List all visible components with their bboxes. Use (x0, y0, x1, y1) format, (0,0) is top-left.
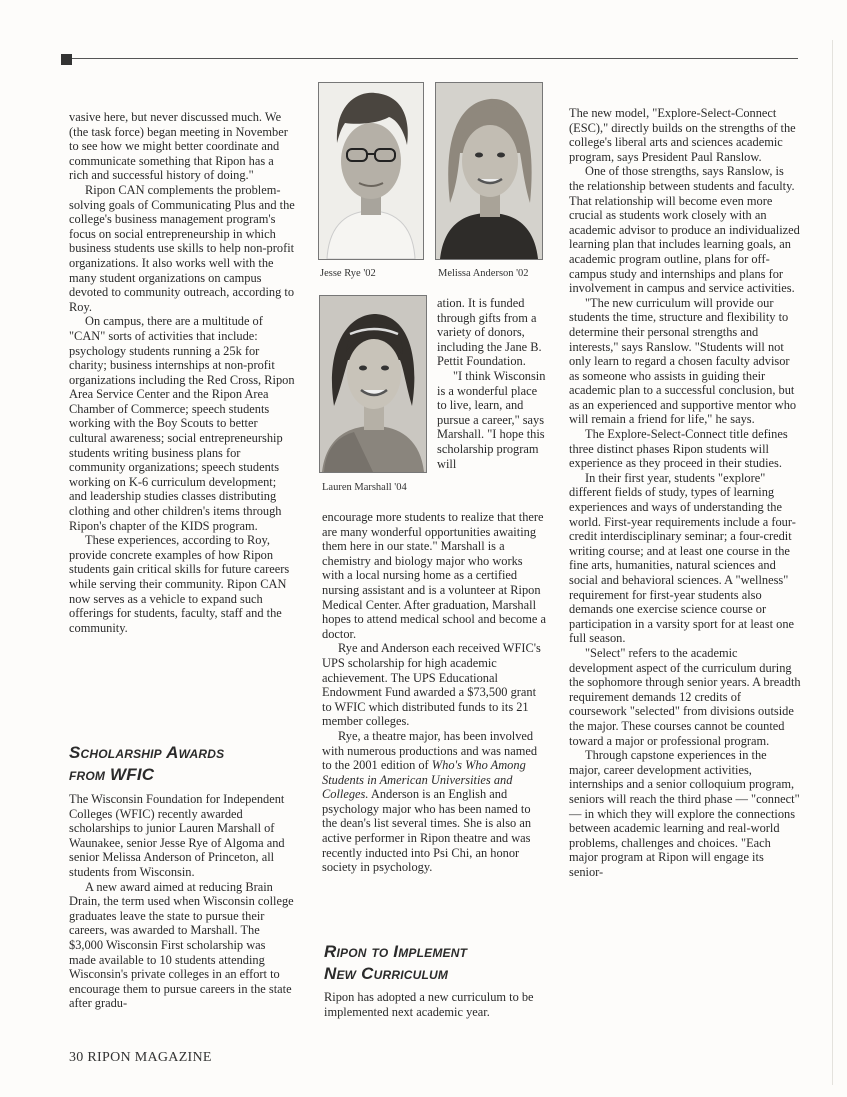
scholarship-body (69, 792, 295, 1011)
scholarship-paragraph: The Wisconsin Foundation for Independent Colleges (WFIC) recently awarded scholarships to junior Lauren Marshall of Waunakee, senior Jesse Rye of Algoma and senior Melissa Anderson of Princeton, all students from Wisconsin. (69, 792, 285, 879)
col1-paragraph: Ripon CAN complements the problem-solving goals of Communicating Plus and the college's business management program's focus on social entrepreneurship in which business students use skills to help non-profit organizations. It also works well with the many student organizations on campus devoted to community outreach, according to Roy. (69, 182, 295, 314)
curriculum-heading-line: New Curriculum (324, 964, 449, 983)
column-1 (69, 110, 295, 635)
col1-paragraph: vasive here, but never discussed much. We (the task force) began meeting in November to see how we might better coordinate and communicate something that Ripon has a rich and successful history of doing." (69, 110, 288, 183)
column-3 (569, 106, 801, 879)
scholarship-heading-line: from WFIC (69, 765, 155, 784)
photo-caption: Jesse Rye '02 (320, 268, 376, 279)
column-2-wrap-text (437, 296, 547, 471)
magazine-title: RIPON MAGAZINE (87, 1050, 212, 1065)
curriculum-heading (324, 941, 549, 985)
page-number: 30 (69, 1050, 84, 1065)
page-folio (69, 1050, 212, 1066)
photo-jesse-rye (318, 82, 424, 260)
column-2 (322, 510, 546, 875)
scholarship-heading-line: Scholarship Awards (69, 743, 225, 762)
header-rule-line (72, 58, 798, 59)
col3-paragraph: Through capstone experiences in the major, career development activities, internships and a senior colloquium program, seniors will reach the third phase — "connect" — in which they will explore the connections between academic learning and real-world problems, challenges and choices. "Each major program at Ripon will engage its senior- (569, 748, 800, 879)
col1-paragraph: On campus, there are a multitude of "CAN" sorts of activities that include: psychology students running a 25k for charity; business internships at non-profit organizations including the Red Cross, Ripon Area Service Center and the Ripon Area Chamber of Commerce; speech students working with the Boy Scouts to better cultural awareness; social entrepreneurship students writing business plans for community organizations; speech students working on K-6 curriculum development; and leadership studies classes distributing clothing and other children's items through Ripon's chapter of the KIDS program. (69, 314, 295, 533)
col3-paragraph: "Select" refers to the academic development aspect of the curriculum during the sophomore through senior years. A breadth requirement demands 12 credits of coursework "selected" from divisions outside the major. These courses cannot be counted toward a major or professional program. (569, 645, 801, 748)
col2-text: Rye, a theatre major, has been involved with numerous productions and was named to the 2001 edition of (322, 728, 538, 773)
curriculum-heading-line: Ripon to Implement (324, 942, 468, 961)
curriculum-paragraph: Ripon has adopted a new curriculum to be implemented next academic year. (324, 990, 534, 1019)
col2-paragraph: encourage more students to realize that there are many wonderful opportunities awaiting them here in our state." Marshall is a chemistry and biology major who works with a local nursing home as a certified nursing assistant and is a volunteer at Ripon Medical Center. After graduation, Marshall hopes to attend medical school and become a doctor. (322, 510, 546, 641)
col3-paragraph: "The new curriculum will provide our students the time, structure and flexibility to determine their personal strengths and interests," says Ranslow. "Students will not only learn to regard a chosen faculty advisor as someone who assists in guiding their academic plan to a successful conclusion, but as an experienced and supportive mentor who will remain a friend for life," he says. (569, 295, 797, 427)
photo-lauren-marshall (319, 295, 427, 473)
photo-melissa-anderson (435, 82, 543, 260)
publication-title: Who's Who Among Students in American Universities and Colleges. (322, 758, 526, 802)
col3-paragraph: In their first year, students "explore" different fields of study, types of learning experiences and ways of understanding the world. First-year requirements include a four-credit interdisciplinary seminar; a four-credit writing course; and at least one course in the fine arts, humanities, natural sciences and social and behavioral sciences. A "wellness" requirement for first-year students also demands one exercise science course or participation in a varsity sport for at least one full season. (569, 470, 796, 646)
curriculum-body (324, 990, 548, 1019)
page-edge (832, 40, 833, 1085)
photo-caption: Melissa Anderson '02 (438, 268, 529, 279)
col2-paragraph: Rye and Anderson each received WFIC's UPS scholarship for high academic achievement. The UPS Educational Endowment Fund awarded a $73,500 grant to WFIC which distributed funds to its 21 member colleges. (322, 641, 541, 729)
scholarship-paragraph: A new award aimed at reducing Brain Drain, the term used when Wisconsin college graduates leave the state to pursue their careers, was awarded to Marshall. The $3,000 Wisconsin First scholarship was made available to 10 students attending Wisconsin's private colleges in an effort to encourage them to pursue careers in the state after gradu- (69, 879, 294, 1011)
col1-paragraph: These experiences, according to Roy, provide concrete examples of how Ripon students gain critical skills for future careers while serving their community. Ripon CAN now serves as a vehicle to expand such offerings for students, faculty, staff and the community. (69, 533, 290, 635)
photo-caption: Lauren Marshall '04 (322, 482, 407, 493)
col3-paragraph: The Explore-Select-Connect title defines three distinct phases Ripon students will experience as they proceed in their studies. (569, 427, 788, 471)
header-rule-block (61, 54, 72, 65)
col2-paragraph (322, 729, 546, 875)
col2-paragraph: "I think Wisconsin is a wonderful place to live, learn, and pursue a career," says Marshall. "I hope this scholarship program will (437, 368, 546, 471)
col3-paragraph: One of those strengths, says Ranslow, is the relationship between students and faculty. That relationship will become even more crucial as students work closely with an academic advisor to produce an individualized learning plan that includes learning goals, an academic program outline, plans for off-campus study and internships and plans for involvement in campus and service activities. (569, 164, 800, 296)
col2-text: Anderson is an English and psychology major who has been named to the dean's list several times. She is also an active performer in Ripon theatre and was recently inducted into Psi Chi, an honor society in psychology. (322, 787, 532, 875)
col3-paragraph: The new model, "Explore-Select-Connect (ESC)," directly builds on the strengths of the college's liberal arts and sciences academic program, says President Paul Ranslow. (569, 106, 796, 164)
scholarship-heading (69, 742, 299, 786)
col2-paragraph: ation. It is funded through gifts from a variety of donors, including the Jane B. Pettit Foundation. (437, 296, 542, 369)
